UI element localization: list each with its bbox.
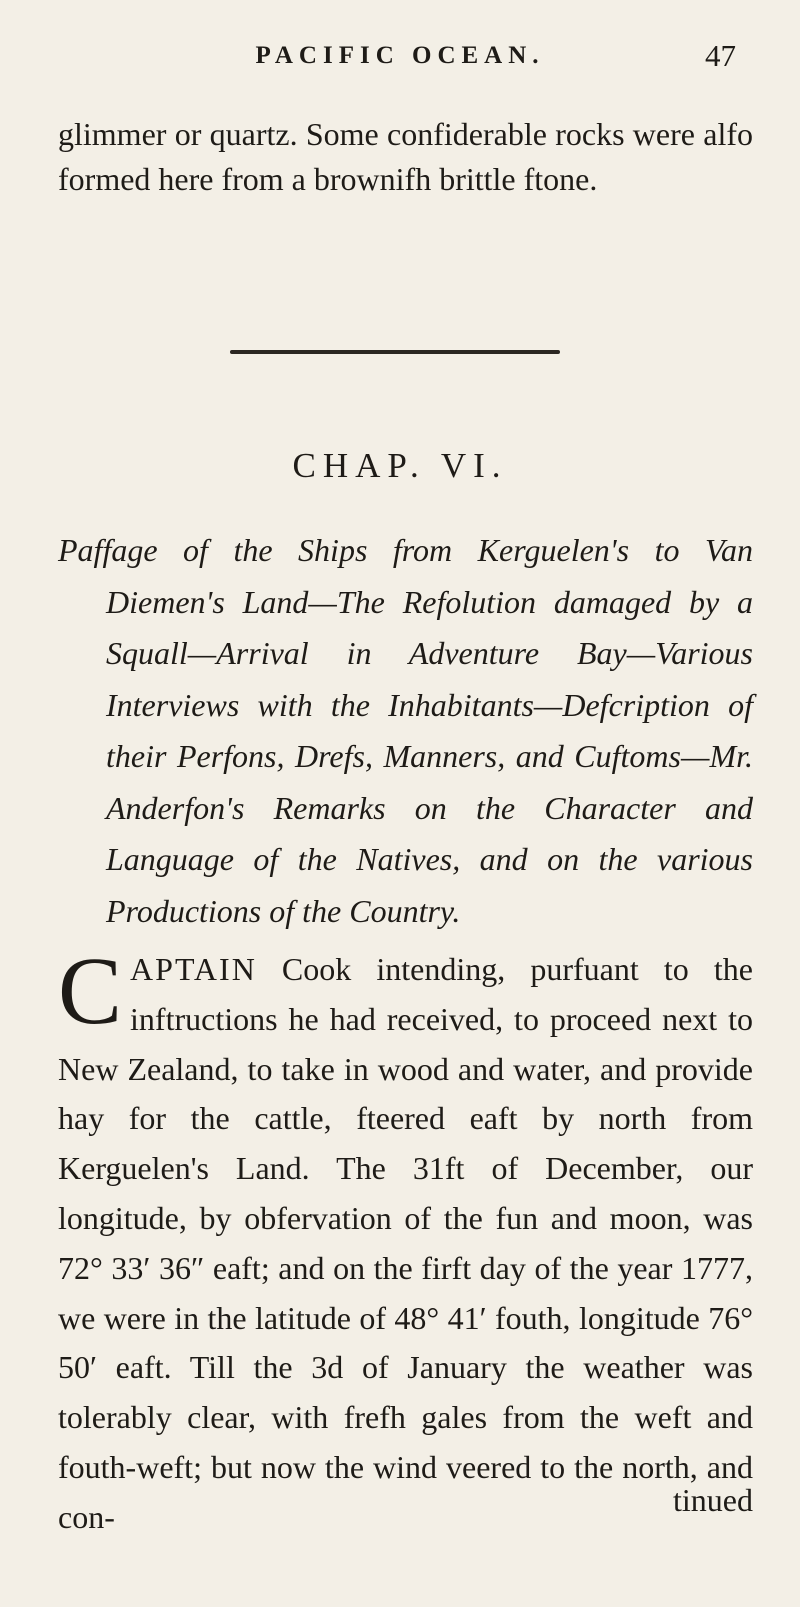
chapter-summary: Paffage of the Ships from Kerguelen's to Van Diemen's Land—The Refolution damaged by a Squall—Arrival in Adventure Bay—Various Interviews with the Inhabitants—Defcription of their Perfons, Drefs, Manners, and Cuftoms—Mr. Anderfon's Remarks on the Character and Language of the Natives, and on the various Productions of the Country.: [58, 532, 753, 929]
body-paragraph: [58, 937, 753, 1543]
page-number: 47: [705, 38, 736, 73]
chapter-title: CHAP. VI.: [292, 446, 508, 485]
drop-cap: C: [58, 937, 123, 1044]
first-word: APTAIN: [130, 951, 257, 987]
section-divider: [230, 350, 560, 354]
running-title: PACIFIC OCEAN.: [255, 42, 545, 69]
running-head: [58, 38, 742, 82]
continued-paragraph: glimmer or quartz. Some confiderable rocks were alfo formed here from a brownifh brittle ftone.: [58, 116, 753, 197]
catchword: tinued: [673, 1482, 753, 1518]
paragraph-text: Cook intending, purfuant to the inftructions he had received, to proceed next to New Zealand, to take in wood and water, and provide hay for the cattle, fteered eaft by north from Kerguelen's Land. The 31ft of December, our longitude, by obfervation of the fun and moon, was 72° 33′ 36″ eaft; and on the firft day of the year 1777, we were in the latitude of 48° 41′ fouth, longitude 76° 50′ eaft. Till the 3d of January the weather was tolerably clear, with frefh gales from the weft and fouth-weft; but now the wind veered to the north, and con-: [58, 951, 753, 1535]
